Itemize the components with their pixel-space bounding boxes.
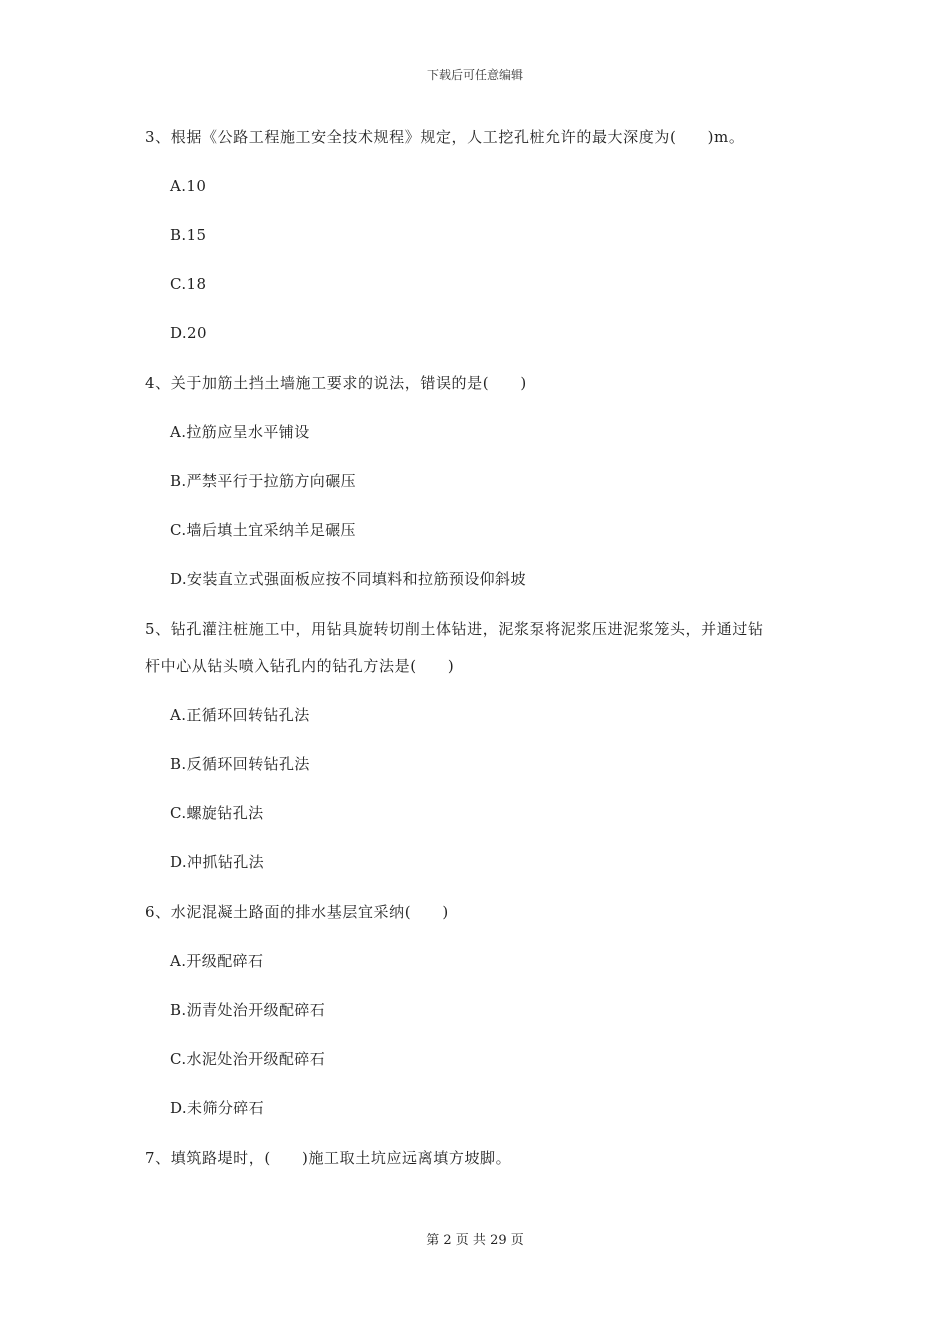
question-3-stem: 3、根据《公路工程施工安全技术规程》规定，人工挖孔桩允许的最大深度为( )m。 <box>145 128 745 146</box>
question-7-stem: 7、填筑路堤时，( )施工取土坑应远离填方坡脚。 <box>145 1149 512 1167</box>
question-5-option-b: B.反循环回转钻孔法 <box>170 755 310 773</box>
question-4-option-b: B.严禁平行于拉筋方向碾压 <box>170 472 356 490</box>
footer-middle: 页 共 <box>455 1233 486 1248</box>
question-6-option-d: D.未筛分碎石 <box>170 1099 265 1117</box>
question-4-option-a: A.拉筋应呈水平铺设 <box>170 423 310 441</box>
question-3-option-d: D.20 <box>170 324 207 342</box>
page-footer <box>0 1229 950 1248</box>
question-3-option-b: B.15 <box>170 226 207 244</box>
question-6-option-c: C.水泥处治开级配碎石 <box>170 1050 326 1068</box>
page-header: 下载后可任意编辑 <box>426 68 523 82</box>
footer-page-number: 2 <box>443 1233 452 1248</box>
question-5-option-c: C.螺旋钻孔法 <box>170 804 264 822</box>
question-6-option-a: A.开级配碎石 <box>170 952 264 970</box>
question-5-stem-line-1: 5、钻孔灌注桩施工中，用钻具旋转切削土体钻进，泥浆泵将泥浆压进泥浆笼头，并通过钻 <box>145 620 764 638</box>
question-5-option-a: A.正循环回转钻孔法 <box>170 706 310 724</box>
question-4-stem: 4、关于加筋土挡土墙施工要求的说法，错误的是( ) <box>145 374 527 392</box>
footer-suffix: 页 <box>510 1233 524 1248</box>
question-6-stem: 6、水泥混凝土路面的排水基层宜采纳( ) <box>145 903 449 921</box>
question-4-option-c: C.墙后填土宜采纳羊足碾压 <box>170 521 356 539</box>
question-5-stem-line-2: 杆中心从钻头喷入钻孔内的钻孔方法是( ) <box>145 657 455 675</box>
question-3-option-a: A.10 <box>170 177 207 195</box>
footer-prefix: 第 <box>426 1233 440 1248</box>
question-4-option-d: D.安装直立式强面板应按不同填料和拉筋预设仰斜坡 <box>170 570 526 588</box>
question-5-option-d: D.冲抓钻孔法 <box>170 853 265 871</box>
question-3-option-c: C.18 <box>170 275 207 293</box>
footer-total-pages: 29 <box>490 1233 507 1248</box>
question-6-option-b: B.沥青处治开级配碎石 <box>170 1001 326 1019</box>
